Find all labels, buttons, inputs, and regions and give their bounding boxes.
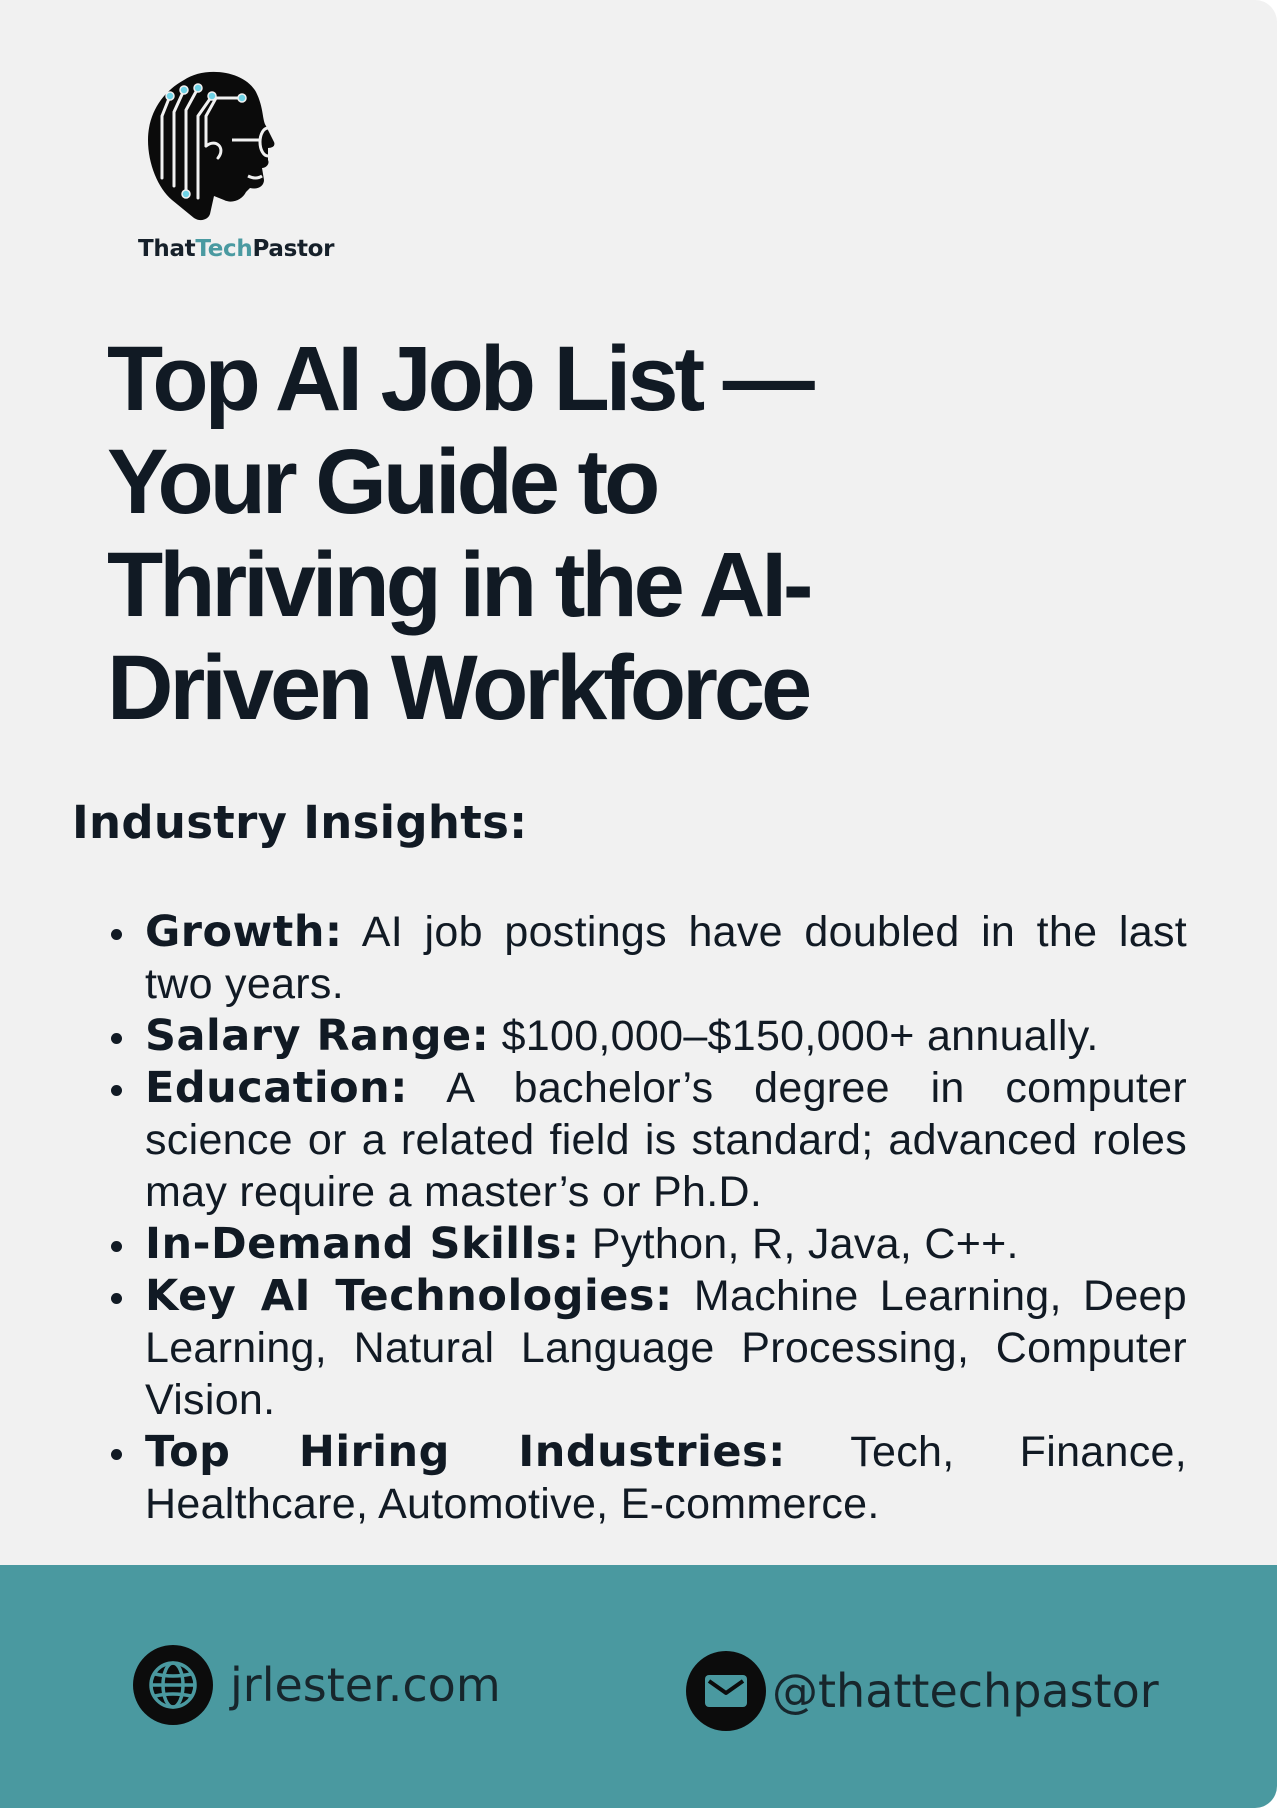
list-item: [145, 1426, 1187, 1530]
bullet-text: Machine Learning, Deep Learning, Natural Language Processing, Computer Vision.: [145, 1272, 1187, 1424]
tech-head-logo-icon: [144, 68, 284, 228]
globe-icon: [133, 1645, 213, 1725]
bullet-text: A bachelor’s degree in computer science or a related field is standard; advanced roles may require a master’s or Ph.D.: [145, 1064, 1187, 1216]
mail-icon: [686, 1651, 766, 1731]
insights-list: [145, 906, 1187, 1530]
section-heading: Industry Insights:: [72, 796, 528, 849]
page-title: Top AI Job List — Your Guide to Thriving in the AI-Driven Workforce: [107, 328, 811, 739]
list-item: [145, 906, 1187, 1010]
handle-link[interactable]: [686, 1651, 1159, 1731]
website-text: jrlester.com: [230, 1658, 501, 1712]
list-item: [145, 1270, 1187, 1426]
bullet-text: $100,000–$150,000+ annually.: [501, 1012, 1099, 1060]
contact-footer: [0, 1565, 1277, 1808]
bullet-label: In-Demand Skills:: [145, 1219, 580, 1269]
bullet-text: Tech, Finance, Healthcare, Automotive, E-commerce.: [145, 1428, 1187, 1528]
list-item: [145, 1062, 1187, 1218]
website-link[interactable]: [133, 1645, 501, 1725]
bullet-label: Growth:: [145, 907, 343, 957]
bullet-label: Salary Range:: [145, 1011, 490, 1061]
bullet-text: AI job postings have doubled in the last two years.: [145, 908, 1187, 1008]
bullet-label: Key AI Technologies:: [145, 1271, 673, 1321]
bullet-label: Education:: [145, 1063, 408, 1113]
list-item: [145, 1218, 1187, 1270]
handle-text: @thattechpastor: [772, 1664, 1159, 1718]
brand-name: ThatTechPastor: [138, 236, 335, 262]
logo: [130, 68, 335, 268]
bullet-text: Python, R, Java, C++.: [591, 1220, 1019, 1268]
list-item: [145, 1010, 1187, 1062]
bullet-label: Top Hiring Industries:: [145, 1427, 786, 1477]
